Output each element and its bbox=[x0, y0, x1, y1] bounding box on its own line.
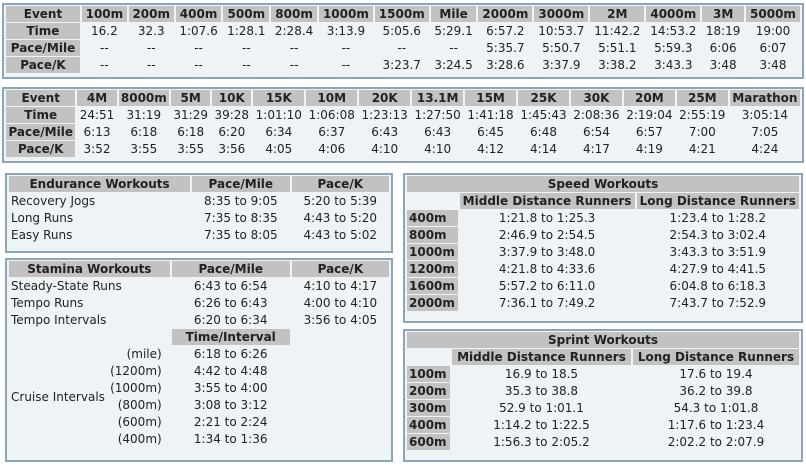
column-header: 25M bbox=[677, 90, 728, 106]
table-cell: -- bbox=[341, 41, 351, 55]
table-cell: 4:10 bbox=[371, 142, 399, 156]
column-header: 25K bbox=[518, 90, 569, 106]
column-header: Middle Distance Runners bbox=[460, 193, 635, 209]
table-cell: 31:19 bbox=[126, 108, 162, 122]
column-header: 4000m bbox=[646, 6, 700, 22]
table-cell: 36.2 to 39.8 bbox=[679, 384, 753, 398]
table-cell: 3:24.5 bbox=[434, 58, 473, 72]
column-header: 1000m bbox=[319, 6, 373, 22]
table-row bbox=[6, 57, 800, 73]
column-header: 5M bbox=[171, 90, 210, 106]
table-cell: 5:50.7 bbox=[542, 41, 581, 55]
row-header: Pace/K bbox=[6, 141, 75, 157]
race-times-table-long bbox=[4, 89, 802, 158]
table-cell: 3:43.3 bbox=[654, 58, 693, 72]
table-row bbox=[6, 107, 800, 123]
spacer bbox=[292, 363, 389, 379]
table-cell: 6:20 to 6:34 bbox=[193, 313, 268, 327]
table-cell: 1:14.2 to 1:22.5 bbox=[493, 418, 590, 432]
interval-distance: (mile) bbox=[126, 347, 162, 361]
table-cell: -- bbox=[241, 41, 251, 55]
column-header: Pace/K bbox=[292, 176, 389, 192]
row-header: Pace/Mile bbox=[6, 124, 75, 140]
column-header: Marathon bbox=[730, 90, 800, 106]
sprint-workouts-table bbox=[405, 331, 801, 451]
table-row bbox=[9, 278, 389, 294]
table-cell: 6:18 to 6:26 bbox=[193, 347, 268, 361]
column-header: 10K bbox=[212, 90, 251, 106]
table-cell: 6:18 bbox=[177, 125, 205, 139]
table-cell: 1:41:18 bbox=[467, 108, 514, 122]
table-row bbox=[407, 244, 799, 260]
workout-title: Speed Workouts bbox=[407, 176, 799, 192]
table-cell: 3:55 to 4:00 bbox=[193, 381, 268, 395]
table-row bbox=[407, 383, 799, 399]
interval-column-header: Time/Interval bbox=[172, 329, 290, 345]
column-header: 100m bbox=[82, 6, 127, 22]
cruise-label-cell bbox=[9, 390, 170, 413]
cruise-interval-row bbox=[9, 397, 389, 413]
table-cell: -- bbox=[397, 41, 407, 55]
table-cell: 1:17.6 to 1:23.4 bbox=[667, 418, 765, 432]
table-cell: 1:23:13 bbox=[361, 108, 408, 122]
cruise-interval-row bbox=[9, 363, 389, 379]
sprint-workouts-panel bbox=[403, 329, 803, 462]
column-header: 3000m bbox=[534, 6, 588, 22]
distance-label: 400m bbox=[407, 210, 458, 226]
table-cell: 4:10 to 4:17 bbox=[303, 279, 378, 293]
table-cell: -- bbox=[289, 58, 299, 72]
header-row bbox=[407, 349, 799, 365]
table-cell: 3:56 bbox=[218, 142, 246, 156]
table-row bbox=[407, 278, 799, 294]
column-header: 8000m bbox=[119, 90, 170, 106]
table-cell: 7:05 bbox=[751, 125, 779, 139]
header-row bbox=[9, 176, 389, 192]
table-cell: 7:35 to 8:35 bbox=[204, 211, 278, 225]
table-cell: 2:55:19 bbox=[679, 108, 726, 122]
race-times-panel-long bbox=[2, 87, 804, 163]
distance-label: 100m bbox=[407, 366, 450, 382]
cruise-intervals-label: Cruise Intervals bbox=[11, 390, 105, 404]
interval-distance: (1000m) bbox=[110, 381, 162, 395]
table-cell: 24:51 bbox=[79, 108, 115, 122]
column-header: Mile bbox=[431, 6, 477, 22]
column-header: 15M bbox=[465, 90, 516, 106]
table-cell: -- bbox=[289, 41, 299, 55]
table-cell: 1:56.3 to 2:05.2 bbox=[493, 435, 590, 449]
table-cell: 11:42.2 bbox=[594, 24, 641, 38]
table-cell: 35.3 to 38.8 bbox=[504, 384, 579, 398]
table-cell: 2:19:04 bbox=[626, 108, 673, 122]
table-cell: 6:43 bbox=[371, 125, 399, 139]
column-header: 200m bbox=[129, 6, 174, 22]
table-cell: 6:57.2 bbox=[486, 24, 525, 38]
table-cell: 6:48 bbox=[530, 125, 557, 139]
table-cell: 4:21.8 to 4:33.6 bbox=[498, 262, 596, 276]
table-cell: 6:57 bbox=[635, 125, 663, 139]
table-cell: 14:53.2 bbox=[650, 24, 697, 38]
spacer bbox=[292, 346, 389, 362]
interval-distance: (800m) bbox=[117, 398, 162, 412]
table-cell: 1:07.6 bbox=[179, 24, 218, 38]
table-row bbox=[407, 210, 799, 226]
race-times-panel-short bbox=[2, 3, 804, 79]
table-row bbox=[407, 400, 799, 416]
table-cell: 4:06 bbox=[318, 142, 346, 156]
table-row bbox=[9, 193, 389, 209]
distance-label: 800m bbox=[407, 227, 458, 243]
table-cell: 6:06 bbox=[709, 41, 737, 55]
column-header: Event bbox=[6, 6, 80, 22]
distance-label: 300m bbox=[407, 400, 450, 416]
table-cell: 5:51.1 bbox=[598, 41, 637, 55]
row-header: Pace/Mile bbox=[6, 40, 80, 56]
column-header: 800m bbox=[271, 6, 317, 22]
table-cell: -- bbox=[146, 58, 156, 72]
spacer bbox=[407, 349, 450, 365]
table-cell: 3:52 bbox=[83, 142, 111, 156]
table-cell: -- bbox=[194, 41, 203, 55]
table-cell: 4:43 to 5:02 bbox=[303, 228, 378, 242]
column-header: Pace/Mile bbox=[192, 176, 289, 192]
column-header: 3M bbox=[702, 6, 744, 22]
table-cell: 3:13.9 bbox=[326, 24, 366, 38]
table-cell: 3:37.9 bbox=[542, 58, 581, 72]
column-header: Pace/Mile bbox=[172, 261, 290, 277]
title-row bbox=[407, 332, 799, 348]
table-cell: 32.3 bbox=[137, 24, 165, 38]
row-header: Time bbox=[6, 23, 80, 39]
table-cell: 4:05 bbox=[265, 142, 293, 156]
table-cell: 6:18 bbox=[130, 125, 158, 139]
column-header: Stamina Workouts bbox=[9, 261, 170, 277]
table-row bbox=[6, 23, 800, 39]
interval-distance: (600m) bbox=[117, 415, 162, 429]
endurance-workouts-table bbox=[7, 175, 391, 244]
cruise-interval-row bbox=[9, 414, 389, 430]
distance-label: 1000m bbox=[407, 244, 458, 260]
table-cell: 8:35 to 9:05 bbox=[204, 194, 278, 208]
table-cell: 4:21 bbox=[688, 142, 716, 156]
column-header: 4M bbox=[77, 90, 116, 106]
table-cell: 16.9 to 18.5 bbox=[504, 367, 579, 381]
spacer bbox=[292, 380, 389, 396]
table-cell: -- bbox=[449, 41, 458, 55]
cruise-label-cell bbox=[9, 346, 170, 362]
table-cell: 3:43.3 to 3:51.9 bbox=[669, 245, 767, 259]
workout-label: Recovery Jogs bbox=[11, 194, 96, 208]
spacer bbox=[292, 414, 389, 430]
table-cell: 4:24 bbox=[751, 142, 779, 156]
column-header: 2000m bbox=[478, 6, 532, 22]
header-row bbox=[9, 261, 389, 277]
table-row bbox=[9, 210, 389, 226]
table-cell: 10:53.7 bbox=[538, 24, 585, 38]
table-cell: 5:20 to 5:39 bbox=[303, 194, 378, 208]
table-cell: -- bbox=[241, 58, 251, 72]
workout-label: Easy Runs bbox=[11, 228, 73, 242]
table-row bbox=[6, 124, 800, 140]
column-header: 20K bbox=[359, 90, 410, 106]
workout-label: Tempo Runs bbox=[11, 296, 84, 310]
table-cell: 6:45 bbox=[477, 125, 505, 139]
column-header: 5000m bbox=[746, 6, 800, 22]
table-cell: 4:27.9 to 4:41.5 bbox=[669, 262, 767, 276]
distance-label: 1200m bbox=[407, 261, 458, 277]
table-cell: 7:35 to 8:05 bbox=[204, 228, 278, 242]
table-cell: -- bbox=[194, 58, 203, 72]
column-header: Middle Distance Runners bbox=[452, 349, 631, 365]
table-row bbox=[407, 366, 799, 382]
table-row bbox=[407, 434, 799, 450]
table-cell: 6:13 bbox=[83, 125, 111, 139]
table-cell: 4:10 bbox=[424, 142, 452, 156]
table-cell: 16.2 bbox=[91, 24, 118, 38]
table-cell: -- bbox=[341, 58, 351, 72]
header-row bbox=[6, 6, 800, 22]
column-header: Endurance Workouts bbox=[9, 176, 190, 192]
table-cell: 4:43 to 5:20 bbox=[303, 211, 378, 225]
table-cell: 4:42 to 4:48 bbox=[193, 364, 268, 378]
column-header: 20M bbox=[624, 90, 675, 106]
table-cell: 2:28.4 bbox=[274, 24, 314, 38]
table-cell: 7:36.1 to 7:49.2 bbox=[498, 296, 596, 310]
interval-distance: (1200m) bbox=[110, 364, 162, 378]
distance-label: 1600m bbox=[407, 278, 458, 294]
table-cell: 6:07 bbox=[759, 41, 787, 55]
table-cell: 3:48 bbox=[759, 58, 787, 72]
table-cell: 6:20 bbox=[218, 125, 246, 139]
table-cell: -- bbox=[100, 41, 109, 55]
spacer bbox=[407, 193, 458, 209]
table-cell: 1:23.4 to 1:28.2 bbox=[669, 211, 767, 225]
table-cell: 17.6 to 19.4 bbox=[679, 367, 753, 381]
table-cell: 19:00 bbox=[755, 24, 791, 38]
table-row bbox=[407, 261, 799, 277]
table-cell: 1:34 to 1:36 bbox=[193, 432, 268, 446]
table-cell: 5:59.3 bbox=[654, 41, 693, 55]
table-cell: 39:28 bbox=[214, 108, 250, 122]
column-header: 400m bbox=[176, 6, 222, 22]
table-cell: 5:05.6 bbox=[382, 24, 421, 38]
table-cell: 5:57.2 to 6:11.0 bbox=[498, 279, 596, 293]
column-header: Event bbox=[6, 90, 75, 106]
table-cell: 18:19 bbox=[705, 24, 741, 38]
spacer bbox=[9, 329, 170, 345]
table-cell: 6:26 to 6:43 bbox=[193, 296, 268, 310]
header-row bbox=[407, 193, 799, 209]
column-header: Long Distance Runners bbox=[637, 193, 799, 209]
table-cell: 1:01:10 bbox=[255, 108, 302, 122]
table-cell: 1:45:43 bbox=[520, 108, 567, 122]
table-cell: 2:08:36 bbox=[573, 108, 620, 122]
row-header: Time bbox=[6, 107, 75, 123]
column-header: 13.1M bbox=[412, 90, 463, 106]
table-cell: 6:37 bbox=[318, 125, 346, 139]
table-cell: 6:43 to 6:54 bbox=[193, 279, 268, 293]
table-row bbox=[9, 312, 389, 328]
table-cell: 31:29 bbox=[173, 108, 208, 122]
table-cell: 3:56 to 4:05 bbox=[303, 313, 378, 327]
spacer bbox=[292, 431, 389, 447]
table-row bbox=[9, 295, 389, 311]
row-header: Pace/K bbox=[6, 57, 80, 73]
table-cell: 3:28.6 bbox=[486, 58, 525, 72]
table-cell: 6:54 bbox=[582, 125, 610, 139]
table-cell: -- bbox=[100, 58, 109, 72]
title-row bbox=[407, 176, 799, 192]
table-cell: 2:02.2 to 2:07.9 bbox=[667, 435, 765, 449]
speed-workouts-table bbox=[405, 175, 801, 312]
table-cell: 7:00 bbox=[688, 125, 716, 139]
distance-label: 2000m bbox=[407, 295, 458, 311]
stamina-workouts-panel bbox=[5, 258, 393, 462]
cruise-interval-row bbox=[9, 431, 389, 447]
table-cell: 2:21 to 2:24 bbox=[193, 415, 268, 429]
column-header: 10M bbox=[306, 90, 357, 106]
table-cell: 3:37.9 to 3:48.0 bbox=[498, 245, 596, 259]
cruise-label-cell bbox=[9, 431, 170, 447]
distance-label: 600m bbox=[407, 434, 450, 450]
column-header: Pace/K bbox=[292, 261, 389, 277]
column-header: 15K bbox=[253, 90, 304, 106]
column-header: Long Distance Runners bbox=[633, 349, 799, 365]
table-cell: -- bbox=[146, 41, 156, 55]
interval-distance: (400m) bbox=[117, 432, 162, 446]
table-cell: 3:55 bbox=[177, 142, 205, 156]
distance-label: 200m bbox=[407, 383, 450, 399]
table-cell: 3:08 to 3:12 bbox=[193, 398, 268, 412]
table-cell: 3:05:14 bbox=[741, 108, 789, 122]
table-cell: 2:54.3 to 3:02.4 bbox=[669, 228, 767, 242]
table-cell: 4:14 bbox=[530, 142, 557, 156]
table-cell: 3:48 bbox=[709, 58, 737, 72]
table-cell: 1:27:50 bbox=[414, 108, 461, 122]
table-cell: 2:46.9 to 2:54.5 bbox=[498, 228, 596, 242]
table-cell: 7:43.7 to 7:52.9 bbox=[669, 296, 767, 310]
workout-label: Long Runs bbox=[11, 211, 74, 225]
table-cell: 4:12 bbox=[477, 142, 505, 156]
table-cell: 3:38.2 bbox=[598, 58, 637, 72]
table-row bbox=[9, 227, 389, 243]
cruise-interval-row bbox=[9, 346, 389, 362]
table-row bbox=[407, 417, 799, 433]
race-times-table-short bbox=[4, 5, 802, 74]
table-cell: 5:29.1 bbox=[434, 24, 473, 38]
speed-workouts-panel bbox=[403, 173, 803, 323]
table-cell: 1:21.8 to 1:25.3 bbox=[498, 211, 596, 225]
workout-title: Sprint Workouts bbox=[407, 332, 799, 348]
table-cell: 4:17 bbox=[582, 142, 610, 156]
table-cell: 52.9 to 1:01.1 bbox=[499, 401, 584, 415]
table-cell: 6:34 bbox=[265, 125, 293, 139]
table-cell: 6:04.8 to 6:18.3 bbox=[669, 279, 767, 293]
cruise-label-cell bbox=[9, 414, 170, 430]
endurance-workouts-panel bbox=[5, 173, 393, 253]
cruise-label-cell bbox=[9, 363, 170, 379]
workout-label: Tempo Intervals bbox=[11, 313, 107, 327]
workout-label: Steady-State Runs bbox=[11, 279, 122, 293]
table-cell: 1:06:08 bbox=[308, 108, 355, 122]
table-row bbox=[6, 141, 800, 157]
table-row bbox=[407, 295, 799, 311]
table-cell: 6:43 bbox=[424, 125, 452, 139]
header-row bbox=[6, 90, 800, 106]
table-row bbox=[6, 40, 800, 56]
table-cell: 4:00 to 4:10 bbox=[303, 296, 378, 310]
column-header: 1500m bbox=[375, 6, 429, 22]
table-cell: 4:19 bbox=[635, 142, 663, 156]
distance-label: 400m bbox=[407, 417, 450, 433]
table-cell: 5:35.7 bbox=[486, 41, 525, 55]
table-cell: 3:55 bbox=[130, 142, 158, 156]
column-header: 2M bbox=[590, 6, 644, 22]
interval-header-row bbox=[9, 329, 389, 345]
table-cell: 1:28.1 bbox=[227, 24, 266, 38]
column-header: 30K bbox=[571, 90, 622, 106]
table-row bbox=[407, 227, 799, 243]
table-cell: 3:23.7 bbox=[382, 58, 421, 72]
stamina-workouts-table bbox=[7, 260, 391, 448]
column-header: 500m bbox=[223, 6, 269, 22]
spacer bbox=[292, 329, 389, 345]
spacer bbox=[292, 397, 389, 413]
table-cell: 54.3 to 1:01.8 bbox=[673, 401, 759, 415]
